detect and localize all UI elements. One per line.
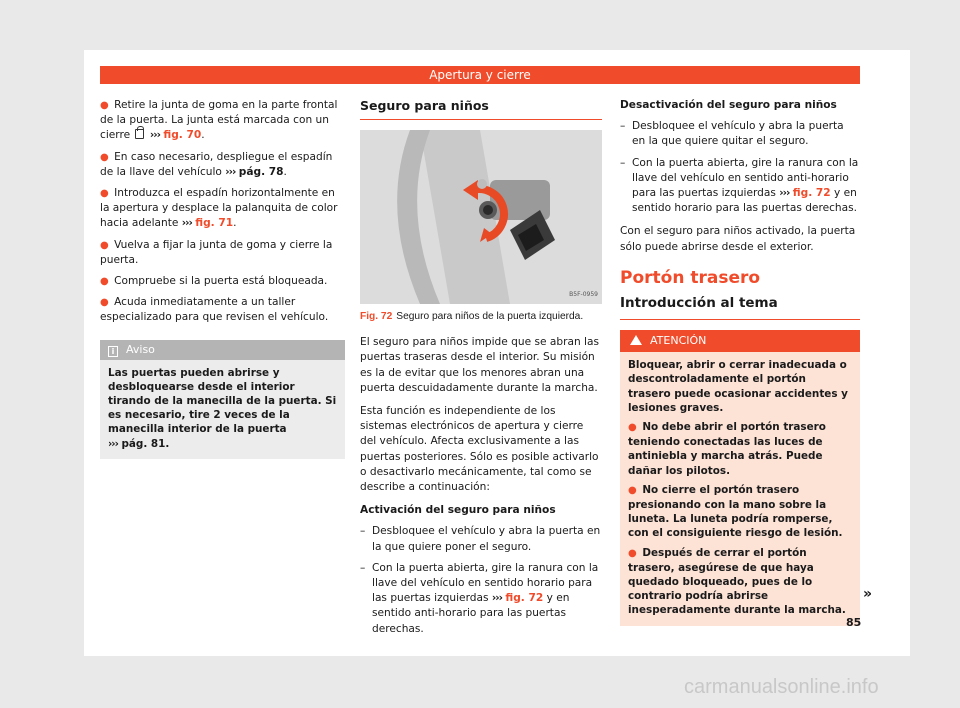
list-item: ● Acuda inmediatamente a un taller especializado para que revisen el vehículo. <box>100 296 329 324</box>
figure-code: B5F-0959 <box>569 291 598 298</box>
page-link[interactable]: pág. 81 <box>121 437 166 450</box>
list-item: ● No debe abrir el portón trasero teniendo conectadas las luces de antiniebla y marcha atrás. Puede dañar los pilotos. <box>628 421 826 477</box>
list-item: – Con la puerta abierta, gire la ranura con la llave del vehículo en sentido horario para las puertas izquierdas ››› fig. 72 y en sentido anti-horario para las puertas derechas. <box>360 561 602 637</box>
warning-body: Bloquear, abrir o cerrar inadecuada o descontroladamente el portón trasero puede ocasionar accidentes y lesiones graves. ● No debe abrir el portón trasero teniendo conectadas las luces de antiniebla y marcha atrás. Puede dañar los pilotos. ● No cierre el portón trasero presionando con la mano sobre la luneta. La luneta podría romperse, con el consiguiente riesgo de lesión. ● Después de cerrar el portón trasero, asegúrese de que haya quedado bloqueado, pues de lo contrario podría abrirse inesperadamente durante la marcha. <box>620 352 860 625</box>
paragraph: Esta función es independiente de los sistemas electrónicos de apertura y cierre del vehículo. Afecta exclusivamente a las puertas posteriores. Sólo es posible activarlo o desactivarlo mecánicamente, tal como se describe a continuación: <box>360 405 599 494</box>
bullet-icon: ● <box>628 547 637 559</box>
paragraph: Con el seguro para niños activado, la puerta sólo puede abrirse desde el exterior. <box>620 225 856 253</box>
note-body: Las puertas pueden abrirse y desbloquearse desde el interior tirando de la manecilla de la puerta. Si es necesario, tire 2 veces de la manecilla interior de la puerta ››› pág. 81. <box>108 366 337 450</box>
list-item: ● Introduzca el espadín horizontalmente en la apertura y desplace la palanquita de color hacia adelante ››› fig. 71. <box>100 187 338 230</box>
bullet-icon: ● <box>100 239 109 251</box>
column-left <box>100 98 345 459</box>
list-item: – Desbloquee el vehículo y abra la puerta en la que quiere quitar el seguro. <box>620 119 860 149</box>
chapter-header: Apertura y cierre <box>100 66 860 84</box>
figure-caption: Fig. 72 Seguro para niños de la puerta izquierda. <box>360 311 584 323</box>
watermark: carmanualsonline.info <box>684 676 879 698</box>
note-box <box>100 340 345 459</box>
column-right <box>620 98 860 626</box>
warning-box <box>620 330 860 625</box>
door-lock-illustration <box>360 130 602 304</box>
page-link[interactable]: pág. 78 <box>238 165 284 178</box>
figure-link[interactable]: fig. 72 <box>505 592 544 605</box>
info-icon: i <box>108 346 118 357</box>
figure-link[interactable]: fig. 70 <box>163 129 202 142</box>
list-item: ● Después de cerrar el portón trasero, asegúrese de que haya quedado bloqueado, pues de lo contrario podría abrirse inesperadamente durante la marcha. <box>628 546 846 617</box>
list-item: – Desbloquee el vehículo y abra la puerta en la que quiere poner el seguro. <box>360 524 602 554</box>
list-item: ● Compruebe si la puerta está bloqueada. <box>100 275 328 288</box>
subsection-title: Introducción al tema <box>620 296 860 320</box>
warning-icon <box>630 335 642 345</box>
bullet-icon: ● <box>100 151 109 163</box>
lock-icon <box>135 129 144 139</box>
list-item: ● En caso necesario, despliegue el espadín de la llave del vehículo ››› pág. 78. <box>100 150 333 178</box>
figure-link[interactable]: fig. 72 <box>792 187 831 200</box>
figure-child-lock <box>360 130 602 304</box>
page-number: 85 <box>846 616 862 629</box>
figure-link[interactable]: fig. 71 <box>195 217 234 230</box>
paragraph: El seguro para niños impide que se abran las puertas traseras desde el interior. Su misión es la de evitar que los menores abran una puerta descuidadamente durante la marcha. <box>360 336 599 394</box>
bullet-icon: ● <box>628 422 637 434</box>
list-item: ● No cierre el portón trasero presionando con la mano sobre la luneta. La luneta podría romperse, con el consiguiente riesgo de lesión. <box>628 483 843 540</box>
section-title: Portón trasero <box>620 267 761 288</box>
continue-mark: » <box>863 586 873 602</box>
section-title: Seguro para niños <box>360 98 602 120</box>
bullet-icon: ● <box>100 188 109 200</box>
bullet-icon: ● <box>100 276 109 288</box>
note-header: i Aviso <box>100 340 345 360</box>
list-item: ● Vuelva a fijar la junta de goma y cierre la puerta. <box>100 238 333 266</box>
warning-header: ATENCIÓN <box>620 330 860 352</box>
bullet-icon: ● <box>100 297 109 309</box>
column-middle <box>360 98 602 643</box>
subheading: Activación del seguro para niños <box>360 504 556 517</box>
bullet-icon: ● <box>628 484 637 496</box>
list-item: ● Retire la junta de goma en la parte frontal de la puerta. La junta está marcada con un cierre ››› fig. 70. <box>100 99 338 142</box>
list-item: – Con la puerta abierta, gire la ranura con la llave del vehículo en sentido anti-horario para las puertas izquierdas ››› fig. 72 y en sentido horario para las puertas derechas. <box>620 156 860 217</box>
subheading: Desactivación del seguro para niños <box>620 99 837 111</box>
bullet-icon: ● <box>100 100 109 111</box>
